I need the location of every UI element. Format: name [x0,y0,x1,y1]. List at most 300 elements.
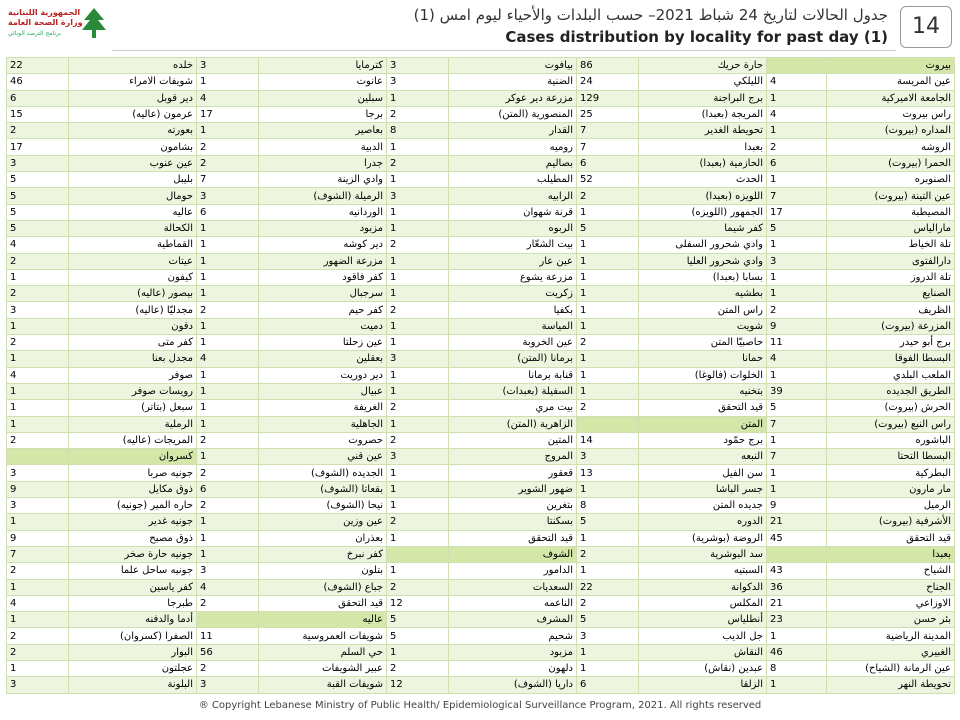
locality-cell: عين الرمانة (الشياح) [827,660,955,676]
locality-cell: المدينة الرياضية [827,628,955,644]
table-row [7,74,955,90]
case-count-cell: 1 [387,367,449,383]
locality-cell: الصفرا (كسروان) [69,628,197,644]
case-count-cell: 1 [197,74,259,90]
case-count-cell: 7 [767,188,827,204]
locality-cell: الدوره [639,514,767,530]
locality-cell: كفر نبرخ [259,546,387,562]
case-count-cell: 2 [197,465,259,481]
locality-cell: طبرجا [69,595,197,611]
case-count-cell: 1 [577,351,639,367]
locality-cell: الرميل [827,498,955,514]
case-count-cell: 1 [387,286,449,302]
locality-cell: المشرف [449,612,577,628]
case-count-cell: 23 [767,612,827,628]
locality-cell: رويسات صوفر [69,383,197,399]
page-number: 14 [900,6,952,48]
locality-cell: عاليه [69,204,197,220]
table-row [7,465,955,481]
locality-cell: المزرعة (بيروت) [827,318,955,334]
locality-cell: الرابيه [449,188,577,204]
cases-table [6,57,955,694]
case-count-cell: 1 [577,644,639,660]
locality-cell: عرمون (عاليه) [69,106,197,122]
locality-cell: كفر شيما [639,220,767,236]
case-count-cell: 1 [197,335,259,351]
case-count-cell: 7 [197,172,259,188]
table-row [7,155,955,171]
case-count-cell: 1 [577,253,639,269]
case-count-cell: 2 [7,628,69,644]
locality-cell: بيصور (عاليه) [69,286,197,302]
region-header-cell: الشوف [449,546,577,562]
case-count-cell: 4 [7,595,69,611]
table-row [7,595,955,611]
case-count-cell: 1 [387,335,449,351]
table-row [7,612,955,628]
case-count-cell: 1 [7,351,69,367]
case-count-cell: 5 [7,220,69,236]
case-count-cell: 1 [767,286,827,302]
locality-cell: المريجة (بعبدا) [639,106,767,122]
case-count-cell: 1 [767,432,827,448]
locality-cell: الجامعة الاميركية [827,90,955,106]
locality-cell: عيتات [69,253,197,269]
case-count-cell: 1 [7,579,69,595]
locality-cell: شويفات العمروسية [259,628,387,644]
locality-cell: دير قوبل [69,90,197,106]
locality-cell: الرملية [69,416,197,432]
locality-cell: قعقور [449,465,577,481]
region-header-cell: بعبدا [827,546,955,562]
case-count-cell: 1 [577,481,639,497]
locality-cell: البطركية [827,465,955,481]
case-count-cell: 52 [577,172,639,188]
locality-cell: الظريف [827,302,955,318]
page-title-english: Cases distribution by locality for past day (1) [505,28,888,46]
table-row [7,220,955,236]
locality-cell: الوردانيه [259,204,387,220]
locality-cell: حومال [69,188,197,204]
locality-cell: برج البراجنة [639,90,767,106]
locality-cell: المتين [449,432,577,448]
locality-cell: الروضة (بوشرية) [639,530,767,546]
locality-cell: النقاش [639,644,767,660]
locality-cell: بعبدا [639,139,767,155]
case-count-cell: 8 [767,660,827,676]
locality-cell: الزاهرية (المتن) [449,416,577,432]
locality-cell: أنطلياس [639,612,767,628]
case-count-cell: 1 [387,498,449,514]
case-count-cell: 3 [7,155,69,171]
locality-cell: تلة الدروز [827,269,955,285]
case-count-cell: 3 [7,677,69,693]
cedar-icon [80,6,108,40]
locality-cell: سن الفيل [639,465,767,481]
locality-cell: الربوه [449,220,577,236]
locality-cell: جسر الباشا [639,481,767,497]
ministry-logo [8,6,108,46]
case-count-cell: 5 [577,514,639,530]
table-row [7,204,955,220]
locality-cell: بسابا (بعبدا) [639,269,767,285]
locality-cell: الضنية [449,74,577,90]
logo-line-2: وزارة الصحة العامة [8,18,83,27]
case-count-cell: 1 [387,90,449,106]
locality-cell: المريجات (عاليه) [69,432,197,448]
locality-cell: قيد التحقق [449,530,577,546]
case-count-cell: 2 [197,432,259,448]
case-count-cell: 1 [7,269,69,285]
case-count-cell: 17 [7,139,69,155]
case-count-cell: 4 [197,90,259,106]
locality-cell: مزرعة الضهور [259,253,387,269]
locality-cell: بصاليم [449,155,577,171]
case-count-cell: 5 [577,220,639,236]
case-count-cell: 1 [387,465,449,481]
locality-cell: عين الخروبة [449,335,577,351]
case-count-cell: 1 [197,416,259,432]
locality-cell: الغريفة [259,400,387,416]
case-count-cell: 3 [197,563,259,579]
case-count-cell: 1 [197,383,259,399]
locality-cell: بئر حسن [827,612,955,628]
case-count-cell: 21 [767,514,827,530]
locality-cell: بتخنيه [639,383,767,399]
locality-cell: دقون [69,318,197,334]
locality-cell: القماطية [69,237,197,253]
case-count-cell: 8 [577,498,639,514]
locality-cell: جونيه غدير [69,514,197,530]
case-count-cell: 1 [197,367,259,383]
locality-cell: الاوزاعي [827,595,955,611]
table-row [7,400,955,416]
case-count-cell [7,449,69,465]
case-count-cell: 1 [387,644,449,660]
case-count-cell: 2 [387,579,449,595]
case-count-cell: 2 [387,660,449,676]
case-count-cell: 1 [577,530,639,546]
locality-cell: بطشيه [639,286,767,302]
locality-cell: دميت [259,318,387,334]
table-row [7,318,955,334]
table-row [7,188,955,204]
case-count-cell: 1 [197,530,259,546]
locality-cell: عين المريسة [827,74,955,90]
locality-cell: سبعل (بتاتر) [69,400,197,416]
locality-cell: بعقلين [259,351,387,367]
locality-cell: الزلقا [639,677,767,693]
case-count-cell: 2 [7,644,69,660]
page-title-arabic: جدول الحالات لتاريخ 24 شباط 2021– حسب البلدات والأحياء ليوم امس (1) [413,6,888,24]
case-count-cell: 24 [577,74,639,90]
case-count-cell: 4 [197,351,259,367]
locality-cell: الكحالة [69,220,197,236]
page-header [0,0,960,52]
case-count-cell: 2 [197,595,259,611]
case-count-cell: 7 [767,449,827,465]
locality-cell: القدار [449,123,577,139]
case-count-cell: 1 [197,546,259,562]
locality-cell: بعورته [69,123,197,139]
locality-cell: مزرعة دير عوكر [449,90,577,106]
locality-cell: الليلكي [639,74,767,90]
locality-cell: النبعه [639,449,767,465]
case-count-cell: 2 [577,546,639,562]
case-count-cell: 7 [577,123,639,139]
locality-cell: تحويطة النهر [827,677,955,693]
locality-cell: دير كوشه [259,237,387,253]
locality-cell: سرجبال [259,286,387,302]
table-row [7,302,955,318]
case-count-cell: 1 [767,628,827,644]
region-header-cell: المتن [639,416,767,432]
locality-cell: عين زحلتا [259,335,387,351]
case-count-cell: 36 [767,579,827,595]
case-count-cell: 2 [197,498,259,514]
case-count-cell: 5 [577,612,639,628]
locality-cell: جونيه ساحل علما [69,563,197,579]
locality-cell: مزرعة يشوع [449,269,577,285]
copyright-footer: ® Copyright Lebanese Ministry of Public Health/ Epidemiological Surveillance Program, 2021. All rights reserved [198,700,762,711]
locality-cell: السعديات [449,579,577,595]
case-count-cell: 1 [767,269,827,285]
locality-cell: كفر ياسين [69,579,197,595]
case-count-cell: 3 [197,677,259,693]
case-count-cell: 43 [767,563,827,579]
case-count-cell: 2 [7,563,69,579]
case-count-cell: 2 [7,432,69,448]
case-count-cell: 1 [577,286,639,302]
locality-cell: بليبل [69,172,197,188]
case-count-cell: 7 [7,546,69,562]
table-row [7,514,955,530]
case-count-cell: 1 [577,660,639,676]
case-count-cell: 1 [197,514,259,530]
case-count-cell: 1 [197,220,259,236]
case-count-cell: 46 [767,644,827,660]
locality-cell: جونيه حارة صخر [69,546,197,562]
table-row [7,90,955,106]
case-count-cell [577,416,639,432]
case-count-cell: 1 [387,139,449,155]
locality-cell: عين عنوب [69,155,197,171]
locality-cell: عبير الشويفات [259,660,387,676]
case-count-cell: 1 [197,123,259,139]
case-count-cell: 1 [197,449,259,465]
case-count-cell: 1 [197,269,259,285]
case-count-cell: 2 [387,155,449,171]
table-row [7,383,955,399]
case-count-cell: 21 [767,595,827,611]
locality-cell: جونيه صربا [69,465,197,481]
case-count-cell: 22 [7,58,69,74]
case-count-cell: 6 [197,204,259,220]
locality-cell: بتغرين [449,498,577,514]
locality-cell: بقعاتا (الشوف) [259,481,387,497]
locality-cell: بشامون [69,139,197,155]
case-count-cell: 1 [767,123,827,139]
case-count-cell: 1 [577,383,639,399]
table-row [7,237,955,253]
case-count-cell: 2 [767,302,827,318]
locality-cell: حاره المير (جونيه) [69,498,197,514]
case-count-cell [767,58,827,74]
case-count-cell: 3 [767,253,827,269]
case-count-cell: 2 [577,595,639,611]
locality-cell: الطريق الجديده [827,383,955,399]
case-count-cell: 3 [387,351,449,367]
locality-cell: سبلين [259,90,387,106]
locality-cell: الأشرفية (بيروت) [827,514,955,530]
case-count-cell: 5 [387,628,449,644]
locality-cell: المروج [449,449,577,465]
locality-cell: البلونة [69,677,197,693]
table-row [7,253,955,269]
case-count-cell: 2 [7,123,69,139]
locality-cell: عين وزين [259,514,387,530]
case-count-cell: 4 [767,74,827,90]
case-count-cell: 1 [767,367,827,383]
locality-cell: قيد التحقق [639,400,767,416]
locality-cell: شويفات الامراء [69,74,197,90]
locality-cell: قنابة برمانا [449,367,577,383]
locality-cell: برجا [259,106,387,122]
logo-line-1: الجمهورية اللبنانية [8,8,81,17]
case-count-cell: 56 [197,644,259,660]
locality-cell: الناعمه [449,595,577,611]
region-header-cell: كسروان [69,449,197,465]
case-count-cell: 1 [577,302,639,318]
case-count-cell: 17 [197,106,259,122]
locality-cell: الدبية [259,139,387,155]
case-count-cell: 11 [197,628,259,644]
case-count-cell: 4 [197,579,259,595]
case-count-cell: 1 [197,400,259,416]
locality-cell: البسطا التحتا [827,449,955,465]
case-count-cell: 1 [767,481,827,497]
case-count-cell: 1 [7,416,69,432]
locality-cell: عجلتون [69,660,197,676]
case-count-cell: 1 [387,253,449,269]
locality-cell: عين التينة (بيروت) [827,188,955,204]
locality-cell: دير دوريت [259,367,387,383]
locality-cell: كترمايا [259,58,387,74]
case-count-cell: 39 [767,383,827,399]
case-count-cell: 1 [387,318,449,334]
case-count-cell: 5 [387,612,449,628]
case-count-cell: 1 [197,253,259,269]
locality-cell: تلة الخياط [827,237,955,253]
locality-cell: راس النبع (بيروت) [827,416,955,432]
case-count-cell: 7 [767,416,827,432]
locality-cell: روميه [449,139,577,155]
locality-cell: مزبود [449,644,577,660]
locality-cell: مزبود [259,220,387,236]
locality-cell: عبدين (نقاش) [639,660,767,676]
locality-cell: عين قني [259,449,387,465]
locality-cell: حارة حريك [639,58,767,74]
locality-cell: الجمهور (اللويزه) [639,204,767,220]
case-count-cell: 1 [197,318,259,334]
locality-cell: بيافوت [449,58,577,74]
case-count-cell [387,546,449,562]
table-row [7,677,955,693]
case-count-cell: 1 [7,514,69,530]
case-count-cell: 5 [767,220,827,236]
case-count-cell: 1 [387,416,449,432]
case-count-cell: 3 [197,188,259,204]
table-row [7,628,955,644]
locality-cell: السبتيه [639,563,767,579]
case-count-cell: 2 [387,237,449,253]
case-count-cell: 1 [7,383,69,399]
case-count-cell: 1 [767,465,827,481]
locality-cell: الحرش (بيروت) [827,400,955,416]
locality-cell: دارالفتوى [827,253,955,269]
case-count-cell: 6 [767,155,827,171]
locality-cell: المطيلب [449,172,577,188]
case-count-cell: 5 [7,204,69,220]
locality-cell: قرنة شهوان [449,204,577,220]
case-count-cell: 2 [7,335,69,351]
case-count-cell: 3 [7,465,69,481]
case-count-cell: 2 [387,432,449,448]
locality-cell: السفيلة (بعبدات) [449,383,577,399]
table-row [7,416,955,432]
header-divider [112,50,896,51]
case-count-cell: 2 [197,660,259,676]
locality-cell: قيد التحقق [259,595,387,611]
case-count-cell: 1 [197,286,259,302]
case-count-cell: 3 [7,302,69,318]
locality-cell: أدما والدفنه [69,612,197,628]
case-count-cell: 2 [197,155,259,171]
case-count-cell: 1 [577,318,639,334]
locality-cell: جباع (الشوف) [259,579,387,595]
region-header-cell: عاليه [259,612,387,628]
table-row [7,530,955,546]
locality-cell: حصروت [259,432,387,448]
locality-cell: حمانا [639,351,767,367]
locality-cell: المصيطبة [827,204,955,220]
locality-cell: الدامور [449,563,577,579]
logo-line-3: برنامج الترصد الوبائي [8,30,62,37]
locality-cell: كفر فاقود [259,269,387,285]
case-count-cell: 5 [7,188,69,204]
case-count-cell: 1 [577,269,639,285]
case-count-cell: 5 [7,172,69,188]
locality-cell: الملعب البلدي [827,367,955,383]
case-count-cell: 2 [197,302,259,318]
case-count-cell: 2 [577,400,639,416]
case-count-cell: 9 [767,318,827,334]
case-count-cell: 1 [7,400,69,416]
locality-cell: خلده [69,58,197,74]
case-count-cell: 2 [577,335,639,351]
locality-cell: البوار [69,644,197,660]
locality-cell: بيت مري [449,400,577,416]
case-count-cell: 1 [767,172,827,188]
case-count-cell: 1 [387,172,449,188]
case-count-cell: 1 [387,530,449,546]
case-count-cell: 9 [7,530,69,546]
locality-cell: راس المتن [639,302,767,318]
case-count-cell: 3 [197,58,259,74]
locality-cell: المداره (بيروت) [827,123,955,139]
case-count-cell: 2 [197,139,259,155]
case-count-cell: 1 [387,220,449,236]
